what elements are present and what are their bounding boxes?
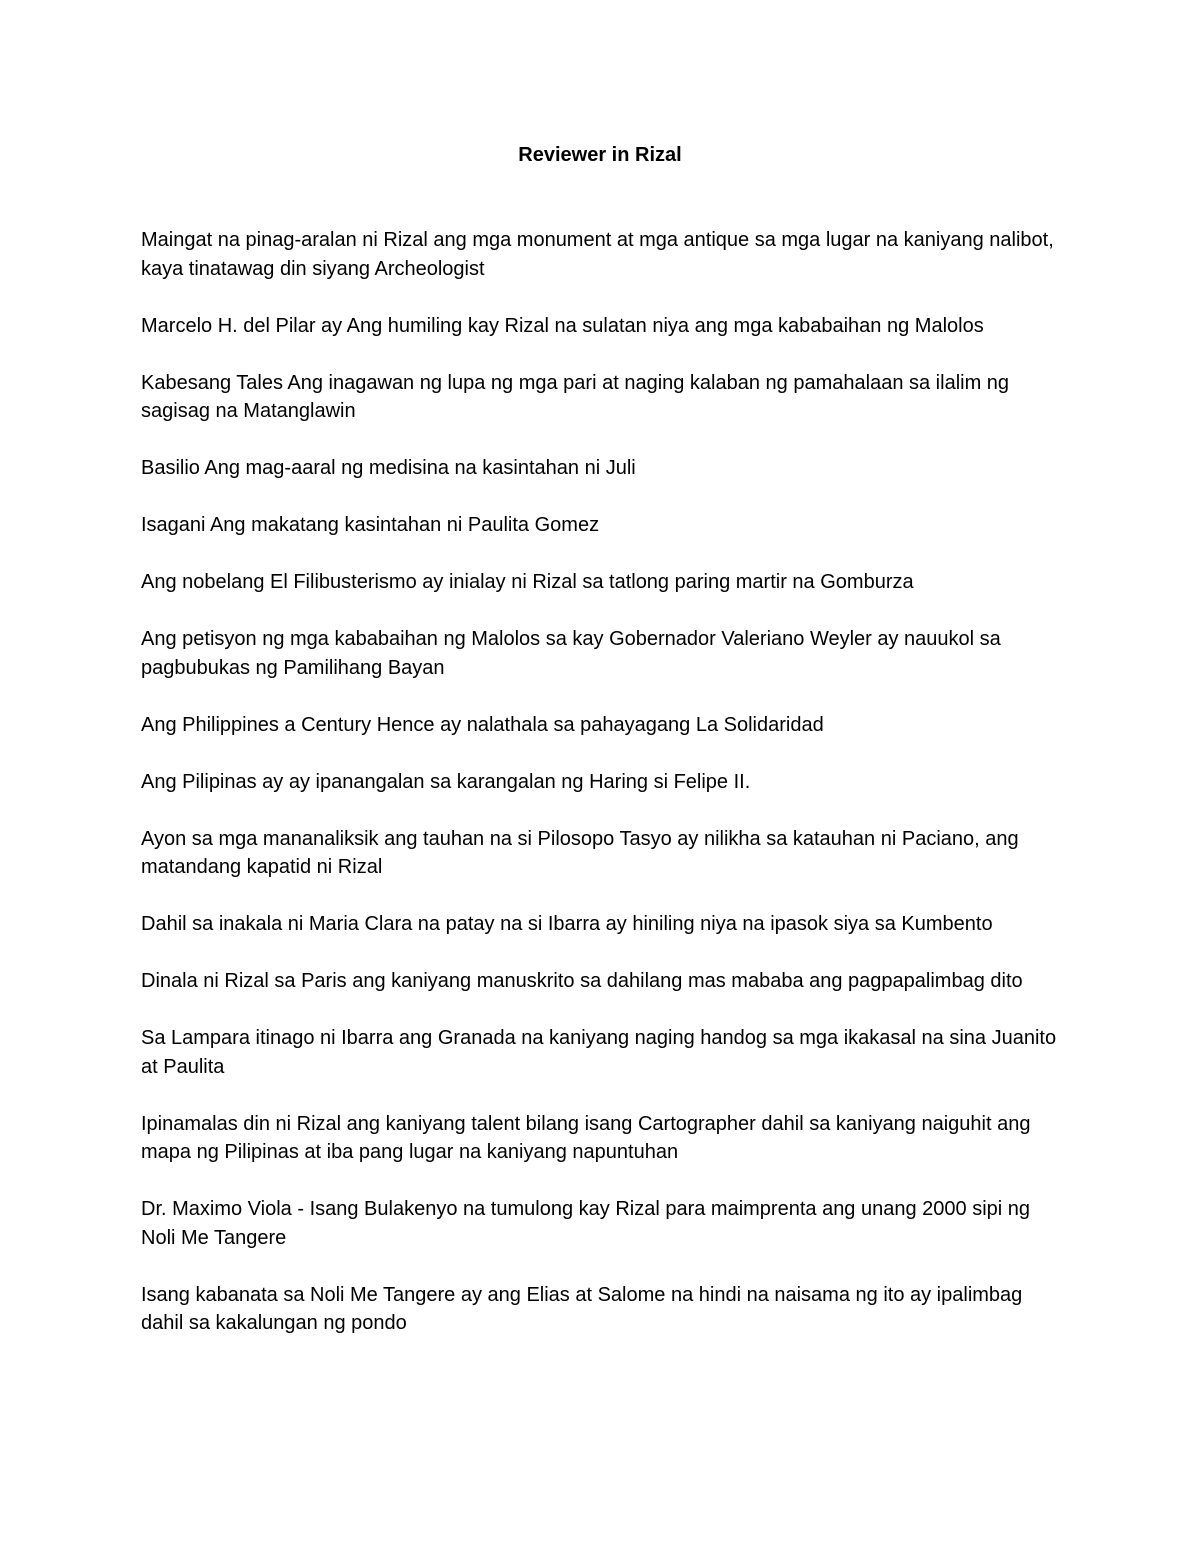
paragraph-pilosopo-tasyo: Ayon sa mga mananaliksik ang tauhan na si Pilosopo Tasyo ay nilikha sa katauhan ni Paciano, ang matandang kapatid ni Rizal <box>141 827 1019 878</box>
paragraph-basilio: Basilio Ang mag-aaral ng medisina na kasintahan ni Juli <box>141 457 636 479</box>
document-body <box>141 226 1066 1366</box>
document-title: Reviewer in Rizal <box>518 144 682 166</box>
paragraph-viola: Dr. Maximo Viola - Isang Bulakenyo na tumulong kay Rizal para maimprenta ang unang 2000 sipi ng Noli Me Tangere <box>141 1198 1031 1249</box>
paragraph-elias-salome: Isang kabanata sa Noli Me Tangere ay ang Elias at Salome na hindi na naisama ng ito ay ipalimbag dahil sa kakalungan ng pondo <box>141 1283 1023 1334</box>
paragraph-kabesang-tales: Kabesang Tales Ang inagawan ng lupa ng mga pari at naging kalaban ng pamahalaan sa ilalim ng sagisag na Matanglawin <box>141 371 1010 422</box>
paragraph-paris: Dinala ni Rizal sa Paris ang kaniyang manuskrito sa dahilang mas mababa ang pagpapalimbag dito <box>141 970 1023 992</box>
paragraph-archeologist: Maingat na pinag-aralan ni Rizal ang mga monument at mga antique sa mga lugar na kaniyang nalibot, kaya tinatawag din siyang Archeologist <box>141 229 1054 280</box>
paragraph-isagani: Isagani Ang makatang kasintahan ni Paulita Gomez <box>141 514 600 536</box>
paragraph-cartographer: Ipinamalas din ni Rizal ang kaniyang talent bilang isang Cartographer dahil sa kaniyang naiguhit ang mapa ng Pilipinas at iba pang lugar na kaniyang napuntuhan <box>141 1112 1031 1163</box>
paragraph-el-filibusterismo: Ang nobelang El Filibusterismo ay inialay ni Rizal sa tatlong paring martir na Gomburza <box>141 571 914 593</box>
paragraph-del-pilar: Marcelo H. del Pilar ay Ang humiling kay Rizal na sulatan niya ang mga kababaihan ng Malolos <box>141 314 984 337</box>
paragraph-felipe: Ang Pilipinas ay ay ipanangalan sa karangalan ng Haring si Felipe II. <box>141 770 751 793</box>
paragraph-lampara: Sa Lampara itinago ni Ibarra ang Granada na kaniyang naging handog sa mga ikakasal na sina Juanito at Paulita <box>141 1027 1057 1078</box>
paragraph-maria-clara: Dahil sa inakala ni Maria Clara na patay na si Ibarra ay hiniling niya na ipasok siya sa Kumbento <box>141 913 993 935</box>
paragraph-century-hence: Ang Philippines a Century Hence ay nalathala sa pahayagang La Solidaridad <box>141 713 824 736</box>
paragraph-petisyon: Ang petisyon ng mga kababaihan ng Malolos sa kay Gobernador Valeriano Weyler ay nauukol sa pagbubukas ng Pamilihang Bayan <box>141 628 1001 679</box>
